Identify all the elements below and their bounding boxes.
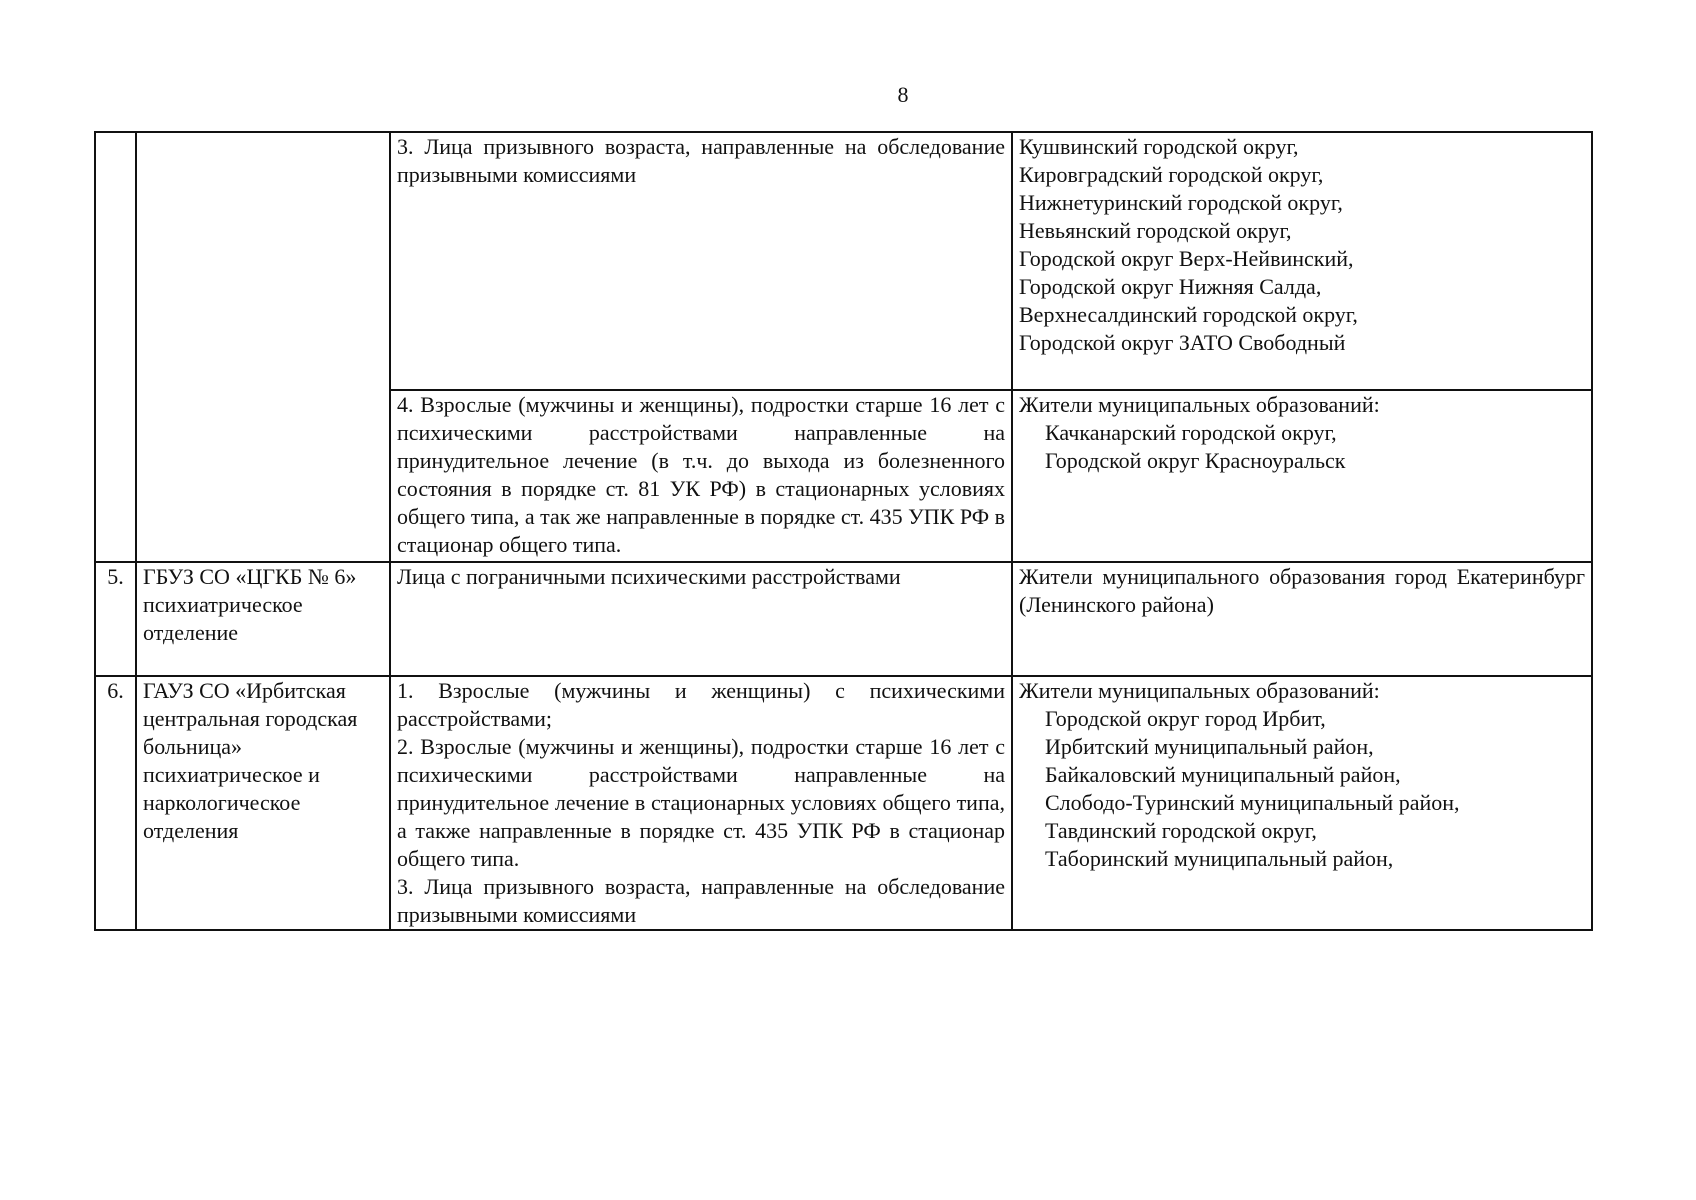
patient-category-cell: 3. Лица призывного возраста, направленные на обследование призывными комиссиями	[390, 132, 1012, 390]
row-number-cell	[95, 132, 136, 562]
row-number: 5.	[95, 562, 136, 676]
territory-line: Городской округ Красноуральск	[1045, 448, 1346, 473]
territory-header: Жители муниципальных образований:	[1019, 678, 1380, 703]
patient-category-item: 3. Лица призывного возраста, направленные на обследование призывными комиссиями	[397, 874, 1005, 927]
table-row	[95, 562, 1592, 676]
territory-cell	[1012, 676, 1592, 930]
territory-line: Байкаловский муниципальный район,	[1045, 762, 1401, 787]
territory-line: Качканарский городской округ,	[1045, 420, 1337, 445]
territory-cell	[1012, 390, 1592, 562]
territory-cell	[1012, 132, 1592, 390]
territory-header: Жители муниципальных образований:	[1019, 392, 1380, 417]
territory-line: Тавдинский городской округ,	[1045, 818, 1317, 843]
page-number: 8	[897, 82, 909, 107]
territory-line: Городской округ Нижняя Салда,	[1019, 274, 1322, 299]
table-row	[95, 676, 1592, 930]
table-row	[95, 132, 1592, 390]
territory-line: Слободо-Туринский муниципальный район,	[1045, 790, 1460, 815]
territory-line: Городской округ ЗАТО Свободный	[1019, 330, 1346, 355]
organization-name: ГБУЗ СО «ЦГКБ № 6» психиатрическое отделение	[136, 562, 390, 676]
patient-category-item: 2. Взрослые (мужчины и женщины), подростки старше 16 лет с психическими расстройствами направленные на принудительное лечение в стационарных условиях общего типа, а также направленные в порядке ст. 435 УПК РФ в стационар общего типа.	[397, 734, 1005, 871]
organization-name: ГАУЗ СО «Ирбитская центральная городская больница» психиатрическое и наркологическое отделения	[136, 676, 390, 930]
territory-line: Нижнетуринский городской округ,	[1019, 190, 1343, 215]
patient-category-cell	[390, 676, 1012, 930]
territory-line: Верхнесалдинский городской округ,	[1019, 302, 1358, 327]
territory-line: Невьянский городской округ,	[1019, 218, 1292, 243]
patient-category-item: 1. Взрослые (мужчины и женщины) с психическими расстройствами;	[397, 678, 1005, 731]
territory-line: Городской округ Верх-Нейвинский,	[1019, 246, 1354, 271]
territory-line: Городской округ город Ирбит,	[1045, 706, 1326, 731]
territory-line: Кировградский городской округ,	[1019, 162, 1324, 187]
organization-cell	[136, 132, 390, 562]
territory-line: Таборинский муниципальный район,	[1045, 846, 1394, 871]
territory-line: Кушвинский городской округ,	[1019, 134, 1299, 159]
hospitals-table	[94, 131, 1593, 931]
territory-line: Ирбитский муниципальный район,	[1045, 734, 1374, 759]
patient-category-cell: Лица с пограничными психическими расстройствами	[390, 562, 1012, 676]
territory-cell: Жители муниципального образования город Екатеринбург (Ленинского района)	[1012, 562, 1592, 676]
patient-category-cell: 4. Взрослые (мужчины и женщины), подростки старше 16 лет с психическими расстройствами направленные на принудительное лечение (в т.ч. до выхода из болезненного состояния в порядке ст. 81 УК РФ) в стационарных условиях общего типа, а так же направленные в порядке ст. 435 УПК РФ в стационар общего типа.	[390, 390, 1012, 562]
row-number: 6.	[95, 676, 136, 930]
